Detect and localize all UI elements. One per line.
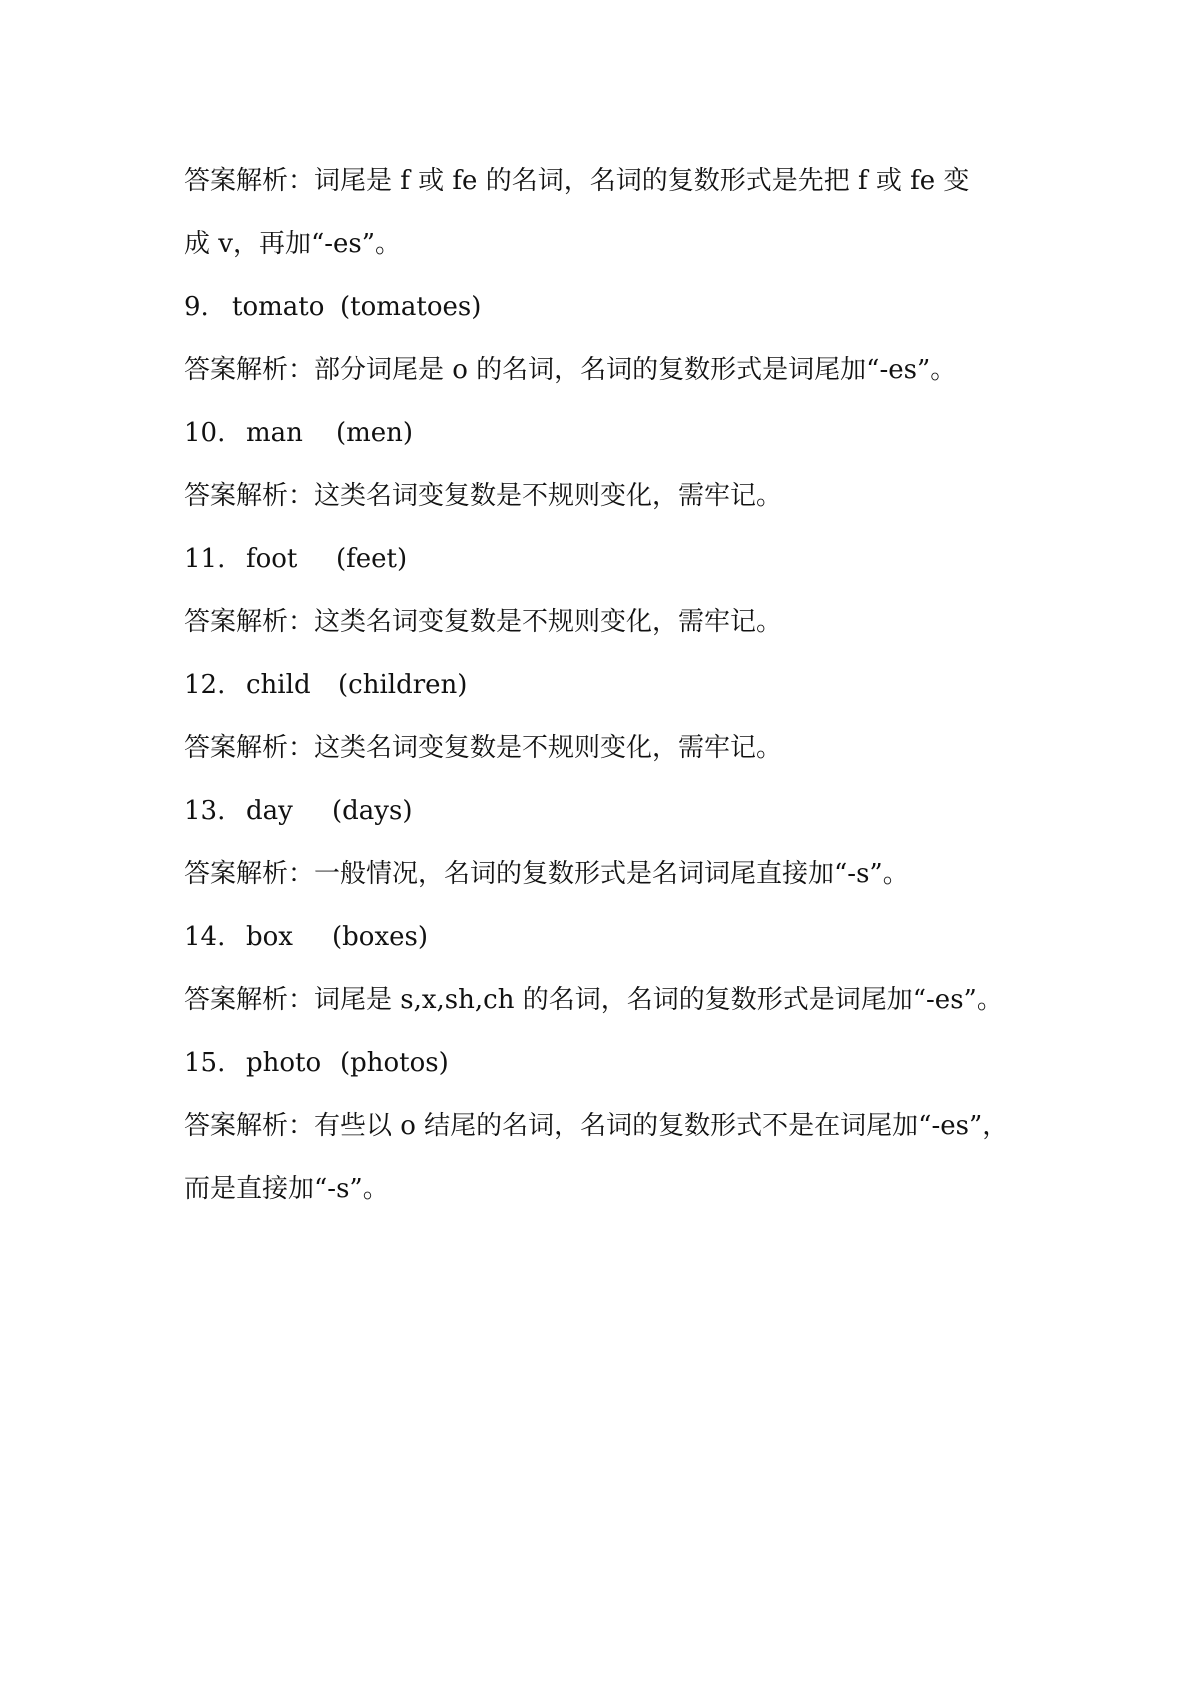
item-word: day: [246, 796, 293, 826]
item-word: man: [246, 418, 303, 448]
item-plural: (men): [336, 418, 414, 448]
item-plural: (feet): [336, 544, 408, 574]
item-number: 10.: [184, 418, 226, 448]
explanation-line: 答案解析：这类名词变复数是不规则变化，需牢记。: [184, 733, 783, 763]
item-row: [184, 906, 1044, 969]
item-number: 9.: [184, 292, 209, 322]
item-plural: (children): [338, 670, 468, 700]
explanation-line: 答案解析：这类名词变复数是不规则变化，需牢记。: [184, 481, 783, 511]
item-number: 15.: [184, 1048, 226, 1078]
item-row: [184, 402, 1044, 465]
item-number: 11.: [184, 544, 226, 574]
item-row: [184, 528, 1044, 591]
item-plural: (photos): [340, 1048, 449, 1078]
item-row: [184, 1032, 1044, 1095]
item-row: [184, 276, 1044, 339]
item-plural: (boxes): [332, 922, 428, 952]
item-plural: (days): [332, 796, 413, 826]
explanation-line: 成 v，再加“-es”。: [184, 229, 402, 259]
explanation-line: 答案解析：词尾是 s,x,sh,ch 的名词，名词的复数形式是词尾加“-es”。: [184, 985, 1003, 1015]
page-content: [184, 150, 1044, 1221]
item-word: foot: [246, 544, 298, 574]
item-row: [184, 780, 1044, 843]
explanation-line: 而是直接加“-s”。: [184, 1174, 389, 1204]
item-word: tomato: [232, 292, 325, 322]
explanation-line: 答案解析：词尾是 f 或 fe 的名词，名词的复数形式是先把 f 或 fe 变: [184, 166, 970, 196]
explanation-line: 答案解析：有些以 o 结尾的名词，名词的复数形式不是在词尾加“-es”，: [184, 1111, 1009, 1141]
item-row: [184, 654, 1044, 717]
item-plural: (tomatoes): [340, 292, 482, 322]
explanation-line: 答案解析：一般情况，名词的复数形式是名词词尾直接加“-s”。: [184, 859, 909, 889]
item-word: photo: [246, 1048, 322, 1078]
item-word: child: [246, 670, 311, 700]
item-word: box: [246, 922, 293, 952]
item-number: 14.: [184, 922, 226, 952]
item-number: 12.: [184, 670, 226, 700]
explanation-line: 答案解析：这类名词变复数是不规则变化，需牢记。: [184, 607, 783, 637]
explanation-line: 答案解析：部分词尾是 o 的名词，名词的复数形式是词尾加“-es”。: [184, 355, 957, 385]
item-number: 13.: [184, 796, 226, 826]
